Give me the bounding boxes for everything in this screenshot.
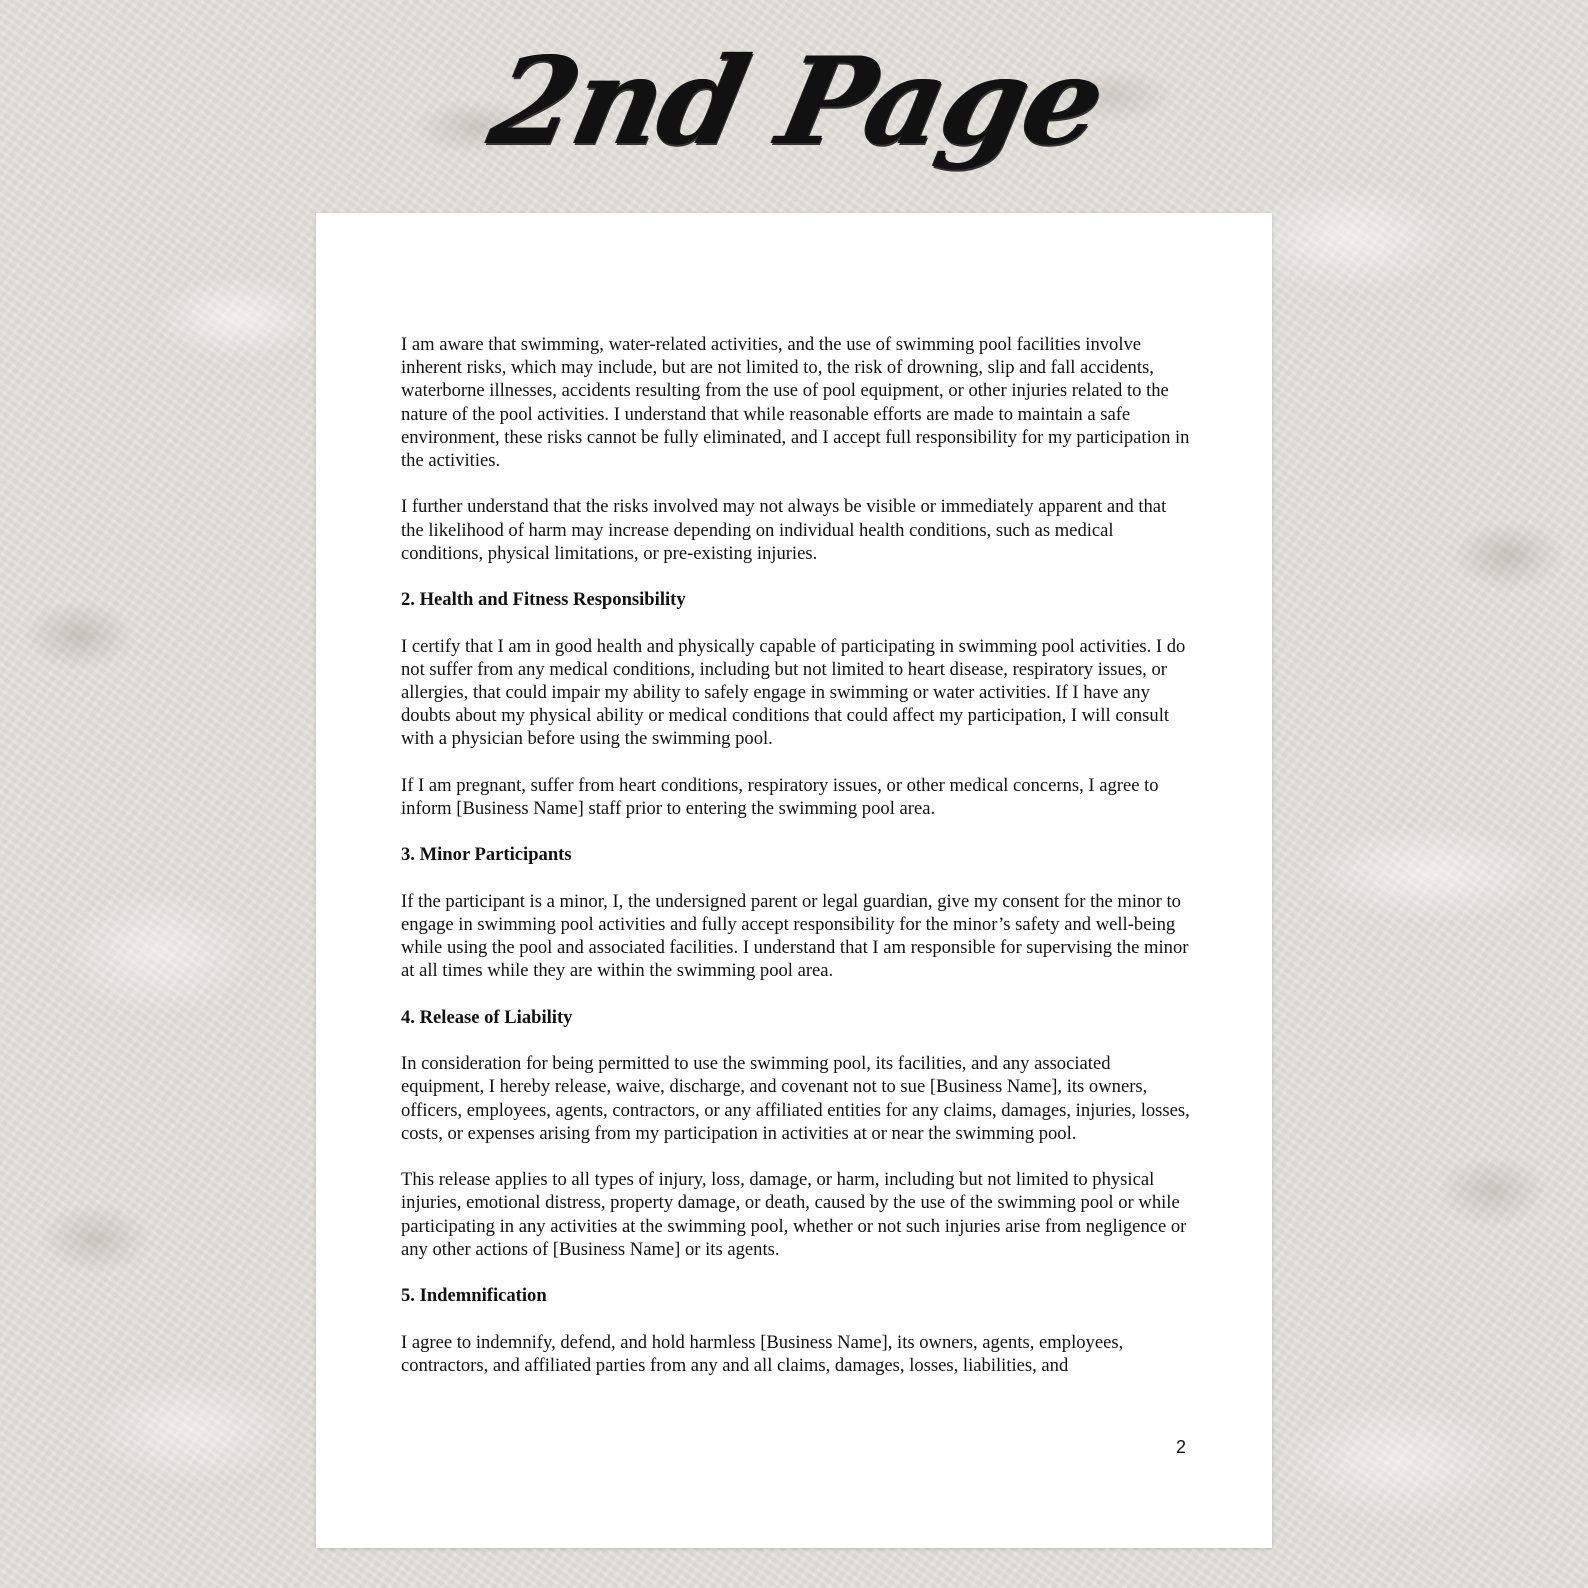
paragraph-risks-visibility: I further understand that the risks involved may not always be visible or immediately apparent and that the likelihood of harm may increase depending on individual health conditions, such as medical conditions, physical limitations, or pre-existing injuries. — [401, 496, 1167, 564]
document-body — [401, 333, 1191, 1400]
paragraph-release-scope: This release applies to all types of injury, loss, damage, or harm, including but not limited to physical injuries, emotional distress, property damage, or death, caused by the use of the swimming pool or while participating in any activities at the swimming pool, whether or not such injuries arise from negligence or any other actions of [Business Name] or its agents. — [401, 1169, 1187, 1260]
paragraph-risks: I am aware that swimming, water-related activities, and the use of swimming pool facilities involve inherent risks, which may include, but are not limited to, the risk of drowning, slip and fall accidents, waterborne illnesses, accidents resulting from the use of pool equipment, or other injuries related to the nature of the pool activities. I understand that while reasonable efforts are made to maintain a safe environment, these risks cannot be fully eliminated, and I accept full responsibility for my participation in the activities. — [401, 334, 1190, 472]
section-heading-release: 4. Release of Liability — [401, 1006, 573, 1028]
section-heading-indemnification: 5. Indemnification — [401, 1285, 547, 1307]
page-number: 2 — [1175, 1437, 1186, 1457]
section-heading-minor: 3. Minor Participants — [401, 844, 572, 866]
paragraph-release: In consideration for being permitted to use the swimming pool, its facilities, and any associated equipment, I hereby release, waive, discharge, and covenant not to sue [Business Name], its owners, officers, employees, agents, contractors, or any affiliated entities for any claims, damages, injuries, losses, costs, or expenses arising from my participation in activities at or near the swimming pool. — [401, 1053, 1190, 1144]
section-heading-health: 2. Health and Fitness Responsibility — [401, 589, 686, 611]
banner-title: 2nd Page — [479, 31, 1115, 172]
paragraph-indemnification: I agree to indemnify, defend, and hold harmless [Business Name], its owners, agents, employees, contractors, and affiliated parties from any and all claims, damages, losses, liabilities, and — [401, 1331, 1124, 1376]
paragraph-minor: If the participant is a minor, I, the undersigned parent or legal guardian, give my consent for the minor to engage in swimming pool activities and fully accept responsibility for the minor’s safety and well-being while using the pool and associated facilities. I understand that I am responsible for supervising the minor at all times while they are within the swimming pool area. — [401, 890, 1189, 982]
paragraph-health-inform: If I am pregnant, suffer from heart conditions, respiratory issues, or other medical concerns, I agree to inform [Business Name] staff prior to entering the swimming pool area. — [401, 774, 1159, 819]
paragraph-health-certify: I certify that I am in good health and physically capable of participating in swimming pool activities. I do not suffer from any medical conditions, including but not limited to heart disease, respiratory issues, or allergies, that could impair my ability to safely engage in swimming or water activities. If I have any doubts about my physical ability or medical conditions that could affect my participation, I will consult with a physician before using the swimming pool. — [401, 635, 1186, 750]
document-page — [316, 213, 1272, 1548]
